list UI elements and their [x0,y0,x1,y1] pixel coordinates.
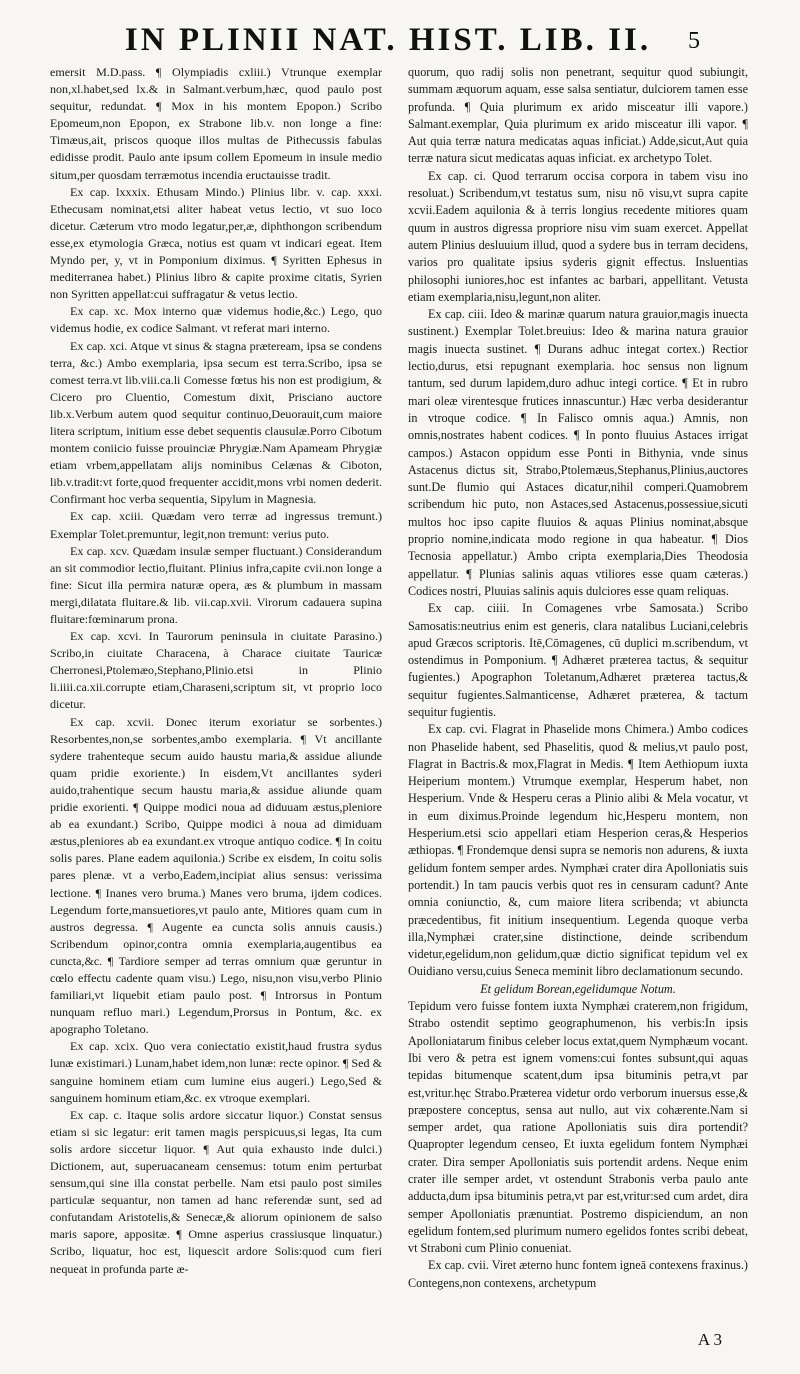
paragraph: Ex cap. ci. Quod terrarum occisa corpora in tabem visu ino resoluat.) Scribendum,vt testatus sum, nisu nō visu,vt supra capite xcvii.Eadem aquilonia & à terris longius recedente mitiores quam quum in austros digressa propriore nisu vim suam exercet. Appellat autem Plinius desluuium illud, quod a sydere bus in terram decidens, varios pro qualitate ipsius syderis gignit effectus. Insluentias philosophi iuniores,hoc est infantes ac barbari, appellitant. Vetusta etiam exemplaria,nisu,legunt,non aliter. [408,168,748,304]
right-column [408,64,748,1304]
left-column [50,64,382,1304]
paragraph: Ex cap. xcix. Quo vera coniectatio existit,haud frustra sydus lunæ existimari.) Lunam,habet idem,non lunæ: recte opinor. ¶ Sed & sanguine hominem etiam cum lumine eius augeri.) Lego,Sed & sanguinem hominum etiam,&c. ex vtroque exemplari. [50,1039,382,1105]
paragraph: Ex cap. ciii. Ideo & marinæ quarum natura grauior,magis inuecta sustinent.) Exemplar Tolet.breuius: Ideo & marina natura grauior magis inuecta sustinet. ¶ Durans adhuc integat cortex.) Rectior lectio,durus, etsi repugnant exemplaria. hoc sensus non lignum tantum, sed durum lapidem,duro adhuc integi cortice. ¶ Et in rubro mari oleæ virentesque frutices innascuntur.) Hæc verba desiderantur in vtroque codice. ¶ In Falisco omnis aqua.) Amnis, non omnis,nostrates habent codices. ¶ In ponto fluuius Astaces irrigat campos.) Astacon oppidum esse Ponti in Bithynia, vnde sinus Astacenus dictus sit, Strabo,Ptolemæus,Stephanus,Plinius,auctores sunt.De flumio qui Astaces dicatur,nihil comperi.Quamobrem scribendum hic puto, non Astaces,sed Astacenus,possessiue,sicuti multos hoc ipso capite fluuios & aquas Plinius nominat,absque proprio nomine,indicata modo regione in qua habeatur. ¶ Dios Tecnosia appellatur.) Ambo cripta exemplaria,Dies Theodosia appellatur. ¶ Plunias salinis aquas vtiliores esse quam cæteras.) Codices nostri, Pluuias salinis aquis dulciores esse quam reliquas. [408,307,748,598]
paragraph: Ex cap. xcv. Quædam insulæ semper fluctuant.) Considerandum an sit commodior lectio,fluitant. Plinius infra,capite cvii.non longe a fine: Sicut illa permira naturæ opera, æs & plumbum in massam mergi,dilatata fluitare.& lib. vii.cap.xvii. Virorum cadauera supina fluitare:fœminarum prona. [50,543,382,626]
paragraph: Ex cap. xci. Atque vt sinus & stagna præteream, ipsa se condens terra, &c.) Ambo exemplaria, ipsa secum est terra.Scribo, ipsa se comest terra.vt lib.viii.ca.li Comesse fœtus his non est prodigium, & Cicero pro Cluentio, Comestum dixit, Prisciano auctore lib.x.Verbum autem quod sequitur continuo,Deuorauit,cum maiore litera scriptum, initium esse debet sequentis clausulæ.Porro Cibotum montem coniicio fuisse prouinciæ Phrygiæ.Nam Apameam Phrygiæ etiam vrbem,appellatam alijs nominibus Celænas & Ciboton, lib.v.tradit:vt forte,quod frequenter accidit,mons vrbi nomen dederit. Confirmant hoc verba sequentia, Sipylum in Magnesia. [50,338,382,507]
paragraph: Ex cap. xc. Mox interno quæ videmus hodie,&c.) Lego, quo videmus hodie, ex codice Salmant. vt referat mari interno. [50,304,382,336]
paragraph: Ex cap. cvi. Flagrat in Phaselide mons Chimera.) Ambo codices non Phaselide habent, sed Phaselitis, quod & melius,vt paulo post, Flagrat in Bactris.& mox,Flagrat in Medis. ¶ Item Aethiopum iuxta Heiperium montem.) Vtrumque exemplar, Hesperum habet, non Hesperium. Vnde & Hesperu ceras a Plinio alibi & Mela vocatur, vt in eum diximus.Proinde legendum hic,Hesperu montem, non Hesperium.etsi scio appellari etiam Hesperion ceras,& Hesperios æthiopas. ¶ Frondemque densi supra se nemoris non adurens, & iuxta gelidum fontem semper ardes. Nymphæi crater dira Apolloniatis suis portendit.) In tam paucis verbis quot res in censuram cadunt? Ante omnia coniunctio, &, cum maiore litera scribenda; vt abiuncta præcedentibus, fit initium insequentium. Legenda quoque verba illa,Nymphæi crater,sine distinctione, deinde scribendum videtur,egelidum,non gelidum,quæ dictio significat tepidum vel ex Ouidiano versu,cuius Seneca meminit libro declamationum secundo. [408,722,748,979]
paragraph: Ex cap. lxxxix. Ethusam Mindo.) Plinius libr. v. cap. xxxi. Ethecusam nominat,etsi aliter habeat vetus lectio, vt suo loco dicetur. Cæterum vtro modo legatur,per,æ, diphthongon scribendum esse,ex etymologia Græca, notius est quam vt indicari egeat. Item Myndo per, y, vt in Pomponium diximus. ¶ Syritten Ephesus in mediterranea habet.) Plinius libro & capite proxime citatis, Syrien non Syritten appellat:cui suffragatur & vetus lectio. [50,184,382,302]
signature-mark: A 3 [697,1330,722,1349]
running-title: IN PLINII NAT. HIST. LIB. II. [124,22,652,58]
paragraph: emersit M.D.pass. ¶ Olympiadis cxliii.) Vtrunque exemplar non,xl.habet,sed lx.& in Salmant.verbum,hæc, quod paulo post sequitur, redundat. ¶ Mox in his montem Epopon.) Scribo Epomeum,non Epopon, ex Strabone lib.v. non longe a fine: Timæus,ait, priscos quoque illos multas de Pithecussis fabulas edidisse prodit. Paulo ante ipsum collem Epomeum in insule medio situm,per quosdam terræmotus incendia eructauisse tradit. [50,65,382,182]
paragraph: Ex cap. xciii. Quædam vero terræ ad ingressus tremunt.) Exemplar Tolet.premuntur, legit,non tremunt: verius puto. [50,509,382,541]
verse-quotation: Et gelidum Borean,egelidumque Notum. [480,981,676,996]
paragraph: Ex cap. ciiii. In Comagenes vrbe Samosata.) Scribo Samosatis:neutrius enim est generis, clara natalibus Luciani,celebris apud Græcos scriptoris. Itē,Cōmagenes, cū duplici m.scribendum, vt ostendimus in Pomponium. ¶ Adhæret præterea tactus, & sequitur fugientes.) Apographon Toletanum,Adhæret præterea tactus,& sequitur fugientes.Salmanticense, Adhæret præterea, & tactum sequitur fugientis. [408,601,748,719]
paragraph: quorum, quo radij solis non penetrant, sequitur quod subiungit, summam æquorum aquam, esse salsa sentiatur, dulciorem tamen esse profunda. ¶ Quia plurimum ex arido misceatur illi vapore.) Salmant.exemplar, Quia plurimum ex arido misceatur illi vapor. ¶ Aut quia terræ natura medicatas aquas inficiat.) Adde,sicut,Aut quia terræ natura sicut medicatas aquas inficiat. ex archetypo Tolet. [408,65,748,166]
paragraph: Tepidum vero fuisse fontem iuxta Nymphæi craterem,non frigidum, Strabo ostendit septimo geographumenon, his verbis:In ipsis Apolloniatarum finibus celeber locus extat,quem Nymphæum vocant. Ibi vero & petra est ignem vomens:cui fontes subsunt,qui aquas tepidas bitumenque scatent,dum ipsa bituminis petra,vt par est,vritur.hęc Strabo.Præterea videtur ordo verborum inuersus esse,& præpostere conceptus, sensa aut nullo, aut vix cohærente.Nam si semper ardet, qua ratione Apolloniatis suis dira portendit? Quapropter legendum censeo, Et iuxta egelidum fontem Nymphæi crater. Dira semper Apolloniatis suis portendit ardens. Neque enim crater ille semper ardet, vt ostendunt Strabonis verba paulo ante adducta,dum ipsa bituminis petra,vt par est,vritur:sed cum ardet, dira semper Apolloniatis prænuntiat. Postremo dispiciendum, an non egelidum fontem,sed plurimum numero egelidos fontes scribi debeat, vt Straboni cum Plinio conueniat. [408,999,748,1256]
paragraph: Ex cap. xcvii. Donec iterum exoriatur se sorbentes.) Resorbentes,non,se sorbentes,ambo exemplaria. ¶ Vt ancillante sydere trahenteque secum auido haustu maria,& assidue aliunde quam pridie exoriente.) In eisdem,Vt ancillantes syderi auido,trahentique secum haustu maria,& assidue aliunde quam pridie exorienti. ¶ Quippe modici noua ad diduuam æstus,pleniore ab ea exundant.) Scribo, Quippe modici à noua ad dimiduam æstus,pleniores ab ea exundant.ex vtroque antiquo codice. ¶ In coitu solis pares. Plane eadem aquilonia.) Scribe ex eisdem, In coitu solis pares plenæ. vt a verbo,Eadem,incipiat alius sensus: verissima lectione. ¶ Inanes vero bruma.) Manes vero bruma, ijdem codices. Legendum forte,mansuetiores,vt paulo ante, Mitiores quam cum in austros degressa. ¶ Augente ea cuncta solis annuis causis.) Scribendum opinor,contra omnia exemplaria,augentibus ea cuncta,&c. ¶ Tardiore semper ad terras omnium quæ geruntur in cœlo effectu cadente quam visu.) Lego, nisu,non visu,verbo Plinio familiari,vt liquebit etiam paulo post. ¶ Introrsus in Pontum nunquam refluo mari.) Legendum,Prorsus in Pontum, &c. ex apographo Toletano. [50,714,382,1037]
page-number: 5 [688,28,700,54]
paragraph: Ex cap. cvii. Viret æterno hunc fontem igneā contexens fraxinus.) Contegens,non contexens, archetypum [408,1258,748,1290]
paragraph: Ex cap. xcvi. In Taurorum peninsula in ciuitate Parasino.) Scribo,in ciuitate Characena, à Charace ciuitate Tauricæ Cherronesi,Ptolemæo,Stephano,Plinio.etsi in Plinio li.iiii.ca.xii.corrupte etiam,Charaseni,scriptum sit, vt proprio loco dicetur. [50,629,382,712]
paragraph: Ex cap. c. Itaque solis ardore siccatur liquor.) Constat sensus etiam si sic legatur: erit tamen magis perspicuus,si legas, Ita cum solis ardore siccetur liquor. ¶ Aut quia exhausto inde dulci.) Dictionem, aut, superuacaneam censemus: totum enim perturbat sensum,qui sine illa constat perbelle. Nam etsi paulo post similes particulæ sequantur, non tamen ad hanc referendæ sunt, sed ad confutandam Aristotelis,& Senecæ,& aliorum opinionem de salso maris sapore, appositæ. ¶ Omne asperius crassiusque linquatur.) Scribo, liquatur, hoc est, liquescit ardore Solis:quod cum fieri nequeat in profunda parte æ- [50,1107,382,1276]
